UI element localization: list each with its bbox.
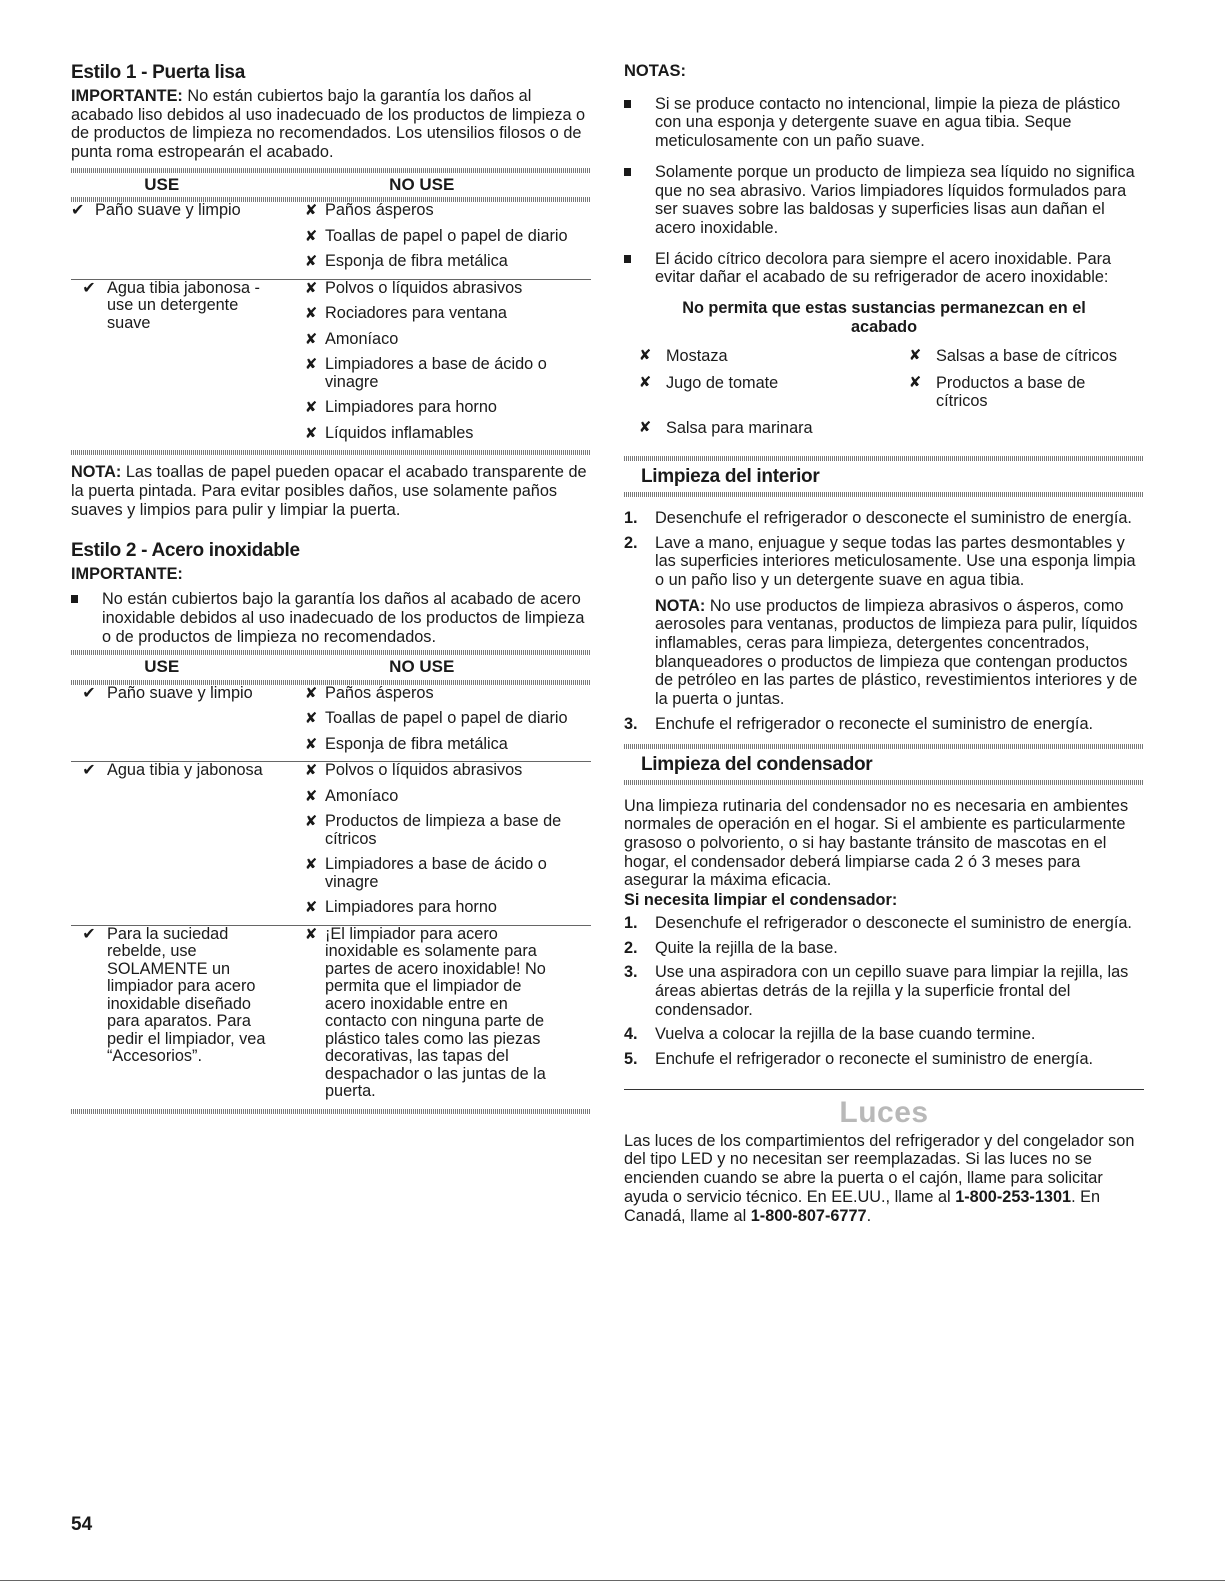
use-item: Agua tibia y jabonosa	[107, 761, 263, 780]
cross-mark-icon: ✘	[304, 813, 318, 831]
use-cell	[71, 762, 297, 926]
step-item	[624, 914, 1144, 933]
step-item	[624, 939, 1144, 958]
cross-mark-icon: ✘	[908, 347, 922, 365]
nouse-cell	[297, 202, 591, 279]
style1-use-table-body	[71, 202, 591, 450]
nouse-cell	[297, 685, 591, 762]
check-mark-icon: ✔	[82, 762, 96, 780]
cross-mark-icon: ✘	[304, 305, 318, 323]
use-item: Para la suciedad rebelde, use SOLAMENTE un limpiador para acero inoxidable diseñado para aparatos. Para pedir el limpiador, vea “Accesorios”.	[107, 924, 266, 1066]
lights-text-part: Las luces de los compartimientos del refrigerador y del congelador son del tipo LED y no necesitan ser reemplazadas. Si las luces no se encienden cuando se abre la puerta o el cajón, llame para solicitar ayuda o servicio técnico. En EE.UU., llame al	[624, 1131, 1135, 1206]
nouse-cell	[297, 925, 591, 1109]
note-label: NOTA:	[71, 463, 122, 482]
style2-use-table	[71, 655, 591, 680]
cross-mark-icon: ✘	[304, 399, 318, 417]
check-mark-icon: ✔	[82, 684, 96, 702]
step-text: Desenchufe el refrigerador o desconecte el suministro de energía.	[655, 913, 1132, 932]
cross-mark-icon: ✘	[304, 762, 318, 780]
style2-bullets	[71, 590, 591, 646]
step-item	[624, 1050, 1144, 1069]
step-text: Enchufe el refrigerador o reconecte el suministro de energía.	[655, 714, 1094, 733]
note-text: No use productos de limpieza abrasivos o ásperos, como aerosoles para ventanas, productos de limpieza para pulir, líquidos inflamables, ceras para limpieza, detergentes concentrados, blanqueadores o productos de limpieza que contengan productos de petróleo en las partes de plástico, revestimientos interiores y de la puerta o juntas.	[655, 596, 1138, 709]
square-bullet-icon	[624, 100, 631, 108]
step-number: 3.	[624, 963, 638, 982]
step-item	[624, 509, 1144, 528]
cross-mark-icon: ✘	[638, 373, 652, 391]
style1-note	[71, 463, 591, 519]
step-item	[624, 534, 1144, 709]
substance-text: Salsas a base de cítricos	[936, 347, 1117, 366]
important-text: No están cubiertos bajo la garantía los daños al acabado liso debidos al uso inadecuado de los productos de limpieza o de productos de limpieza no recomendados. Los utensilios filosos o de punta roma estropearán el acabado.	[71, 87, 586, 162]
right-column	[624, 62, 1144, 1225]
step-text: Enchufe el refrigerador o reconecte el suministro de energía.	[655, 1050, 1094, 1069]
style1-title: Estilo 1 - Puerta lisa	[71, 62, 245, 83]
square-bullet-icon	[624, 168, 631, 176]
substance-text: Productos a base de cítricos	[936, 373, 1086, 411]
cross-mark-icon: ✘	[304, 202, 318, 220]
bullet-text: No están cubiertos bajo la garantía los daños al acabado de acero inoxidable debidos al uso inadecuado de los productos de limpieza o de productos de limpieza no recomendados.	[102, 590, 585, 646]
left-column	[71, 62, 591, 1114]
phone-us: 1-800-253-1301	[955, 1187, 1072, 1206]
nouse-item: Limpiadores a base de ácido o vinagre	[325, 355, 547, 391]
style2-important-label: IMPORTANTE:	[71, 565, 183, 584]
notes-title: NOTAS:	[624, 62, 687, 80]
nouse-item: ¡El limpiador para acero inoxidable es solamente para partes de acero inoxidable! No permita que el limpiador de acero inoxidable entre en contacto con ninguna parte de plástico tales como las piezas decorativas, las tapas del despachador o las juntas de la puerta.	[325, 924, 546, 1101]
bottom-rule	[0, 1580, 1225, 1581]
cross-mark-icon: ✘	[304, 279, 318, 297]
step-number: 5.	[624, 1050, 638, 1069]
use-cell	[71, 925, 297, 1109]
cross-mark-icon: ✘	[304, 227, 318, 245]
cross-mark-icon: ✘	[638, 347, 652, 365]
nouse-header: NO USE	[389, 174, 455, 194]
cross-mark-icon: ✘	[304, 899, 318, 917]
section-divider	[624, 780, 1144, 785]
nouse-header: NO USE	[389, 657, 455, 677]
step-number: 4.	[624, 1025, 638, 1044]
bullet-text: Si se produce contacto no intencional, limpie la pieza de plástico con una esponja y detergente suave en agua tibia. Seque meticulosamente con un paño suave.	[655, 94, 1121, 151]
step-item	[624, 1025, 1144, 1044]
use-cell	[71, 279, 297, 450]
nouse-item: Toallas de papel o papel de diario	[325, 226, 568, 245]
note-text: Las toallas de papel pueden opacar el acabado transparente de la puerta pintada. Para evitar posibles daños, use solamente paños suaves y limpios para pulir y limpiar la puerta.	[71, 463, 587, 519]
condenser-steps	[624, 914, 1144, 1069]
table-divider	[71, 450, 591, 455]
substance-item	[894, 374, 1144, 411]
nouse-item: Polvos o líquidos abrasivos	[325, 761, 523, 780]
bullet-item	[71, 590, 591, 646]
use-header: USE	[144, 174, 180, 194]
nouse-item: Limpiadores para horno	[325, 898, 497, 917]
condenser-title: Limpieza del condensador	[641, 753, 873, 775]
bullet-item	[624, 163, 1144, 238]
check-mark-icon: ✔	[71, 202, 85, 220]
style1-use-table	[71, 173, 591, 198]
substance-text: Mostaza	[666, 347, 728, 366]
cross-mark-icon: ✘	[304, 856, 318, 874]
step-number: 3.	[624, 714, 638, 733]
step-text: Use una aspiradora con un cepillo suave para limpiar la rejilla, las áreas abiertas detrás de la rejilla y la superficie frontal del condensador.	[655, 963, 1129, 1019]
substance-item	[894, 347, 1144, 366]
important-label: IMPORTANTE:	[71, 87, 183, 105]
substances-title: No permita que estas sustancias permanezcan en el acabado	[682, 299, 1086, 337]
notes-bullets	[624, 95, 1144, 287]
bullet-item	[624, 95, 1144, 151]
nouse-item: Paños ásperos	[325, 683, 434, 702]
bullet-text: El ácido cítrico decolora para siempre el acero inoxidable. Para evitar dañar el acabado de su refrigerador de acero inoxidable:	[655, 249, 1112, 287]
nouse-item: Esponja de fibra metálica	[325, 734, 508, 753]
substance-item	[624, 419, 894, 438]
bullet-item	[624, 250, 1144, 287]
style2-title: Estilo 2 - Acero inoxidable	[71, 540, 300, 562]
nouse-item: Paños ásperos	[325, 201, 434, 220]
step-text: Lave a mano, enjuague y seque todas las partes desmontables y las superficies interiores meticulosamente. Use una esponja limpia o un paño liso y un detergente suave en agua tibia.	[655, 533, 1136, 589]
condenser-intro: Una limpieza rutinaria del condensador no es necesaria en ambientes normales de operación en el hogar. Si el ambiente es particularmente grasoso o polvoriento, o si hay bastante tránsito de mascotas en el hogar, el condensador deberá limpiarse cada 2 ó 3 meses para asegurar la máxima eficacia.	[624, 796, 1129, 890]
use-item: Paño suave y limpio	[107, 683, 253, 702]
check-mark-icon: ✔	[82, 279, 96, 297]
cross-mark-icon: ✘	[304, 330, 318, 348]
nouse-item: Polvos o líquidos abrasivos	[325, 278, 523, 297]
cross-mark-icon: ✘	[304, 424, 318, 442]
check-mark-icon: ✔	[82, 925, 96, 943]
square-bullet-icon	[624, 255, 631, 263]
cross-mark-icon: ✘	[638, 419, 652, 437]
nouse-item: Rociadores para ventana	[325, 304, 507, 323]
use-item: Agua tibia jabonosa - use un detergente suave	[107, 278, 260, 332]
nouse-item: Esponja de fibra metálica	[325, 252, 508, 271]
cross-mark-icon: ✘	[304, 925, 318, 943]
nouse-cell	[297, 762, 591, 926]
cross-mark-icon: ✘	[304, 735, 318, 753]
lights-text-part: .	[866, 1206, 872, 1225]
step-number: 1.	[624, 913, 638, 932]
nouse-item: Limpiadores para horno	[325, 398, 497, 417]
phone-canada: 1-800-807-6777	[750, 1206, 867, 1225]
cross-mark-icon: ✘	[304, 684, 318, 702]
square-bullet-icon	[71, 595, 78, 603]
bullet-text: Solamente porque un producto de limpieza sea líquido no significa que no sea abrasivo. Varios limpiadores líquidos formulados para ser suaves sobre las baldosas y superficies lisas aun dañan el acero inoxidable.	[655, 162, 1135, 237]
cross-mark-icon: ✘	[304, 787, 318, 805]
step-text: Desenchufe el refrigerador o desconecte el suministro de energía.	[655, 508, 1132, 527]
use-header: USE	[144, 657, 180, 677]
nouse-item: Productos de limpieza a base de cítricos	[325, 812, 562, 848]
step-item	[624, 963, 1144, 1019]
table-divider	[71, 1109, 591, 1114]
style2-use-table-body	[71, 685, 591, 1109]
step-text: Vuelva a colocar la rejilla de la base cuando termine.	[655, 1025, 1036, 1044]
lights-text	[624, 1132, 1144, 1226]
use-item: Paño suave y limpio	[95, 201, 241, 220]
cross-mark-icon: ✘	[304, 356, 318, 374]
page-number: 54	[71, 1514, 93, 1535]
substances-list	[624, 347, 1144, 438]
lights-title: Luces	[839, 1095, 929, 1129]
use-cell	[71, 202, 297, 279]
substance-item	[624, 374, 894, 411]
lights-rule	[624, 1089, 1144, 1090]
cross-mark-icon: ✘	[304, 253, 318, 271]
section-divider	[624, 492, 1144, 497]
step-text: Quite la rejilla de la base.	[655, 938, 838, 957]
lights-text-part: . En Canadá, llame al	[624, 1187, 1101, 1225]
step-number: 2.	[624, 938, 638, 957]
nouse-item: Amoníaco	[325, 786, 399, 805]
step-item	[624, 715, 1144, 734]
nouse-item: Limpiadores a base de ácido o vinagre	[325, 855, 547, 891]
interior-title: Limpieza del interior	[641, 465, 820, 487]
nouse-cell	[297, 279, 591, 450]
nouse-item: Amoníaco	[325, 329, 399, 348]
substance-text: Jugo de tomate	[666, 373, 779, 392]
nouse-item: Líquidos inflamables	[325, 423, 474, 442]
use-cell	[71, 685, 297, 762]
substance-text: Salsa para marinara	[666, 419, 813, 438]
substance-item	[624, 347, 894, 366]
cross-mark-icon: ✘	[304, 710, 318, 728]
condenser-subhead: Si necesita limpiar el condensador:	[624, 891, 898, 910]
interior-note	[655, 597, 1144, 709]
nouse-item: Toallas de papel o papel de diario	[325, 709, 568, 728]
cross-mark-icon: ✘	[908, 373, 922, 391]
interior-steps	[624, 509, 1144, 734]
step-number: 1.	[624, 508, 638, 527]
note-label: NOTA:	[655, 596, 706, 615]
style1-important	[71, 87, 591, 162]
step-number: 2.	[624, 533, 638, 552]
